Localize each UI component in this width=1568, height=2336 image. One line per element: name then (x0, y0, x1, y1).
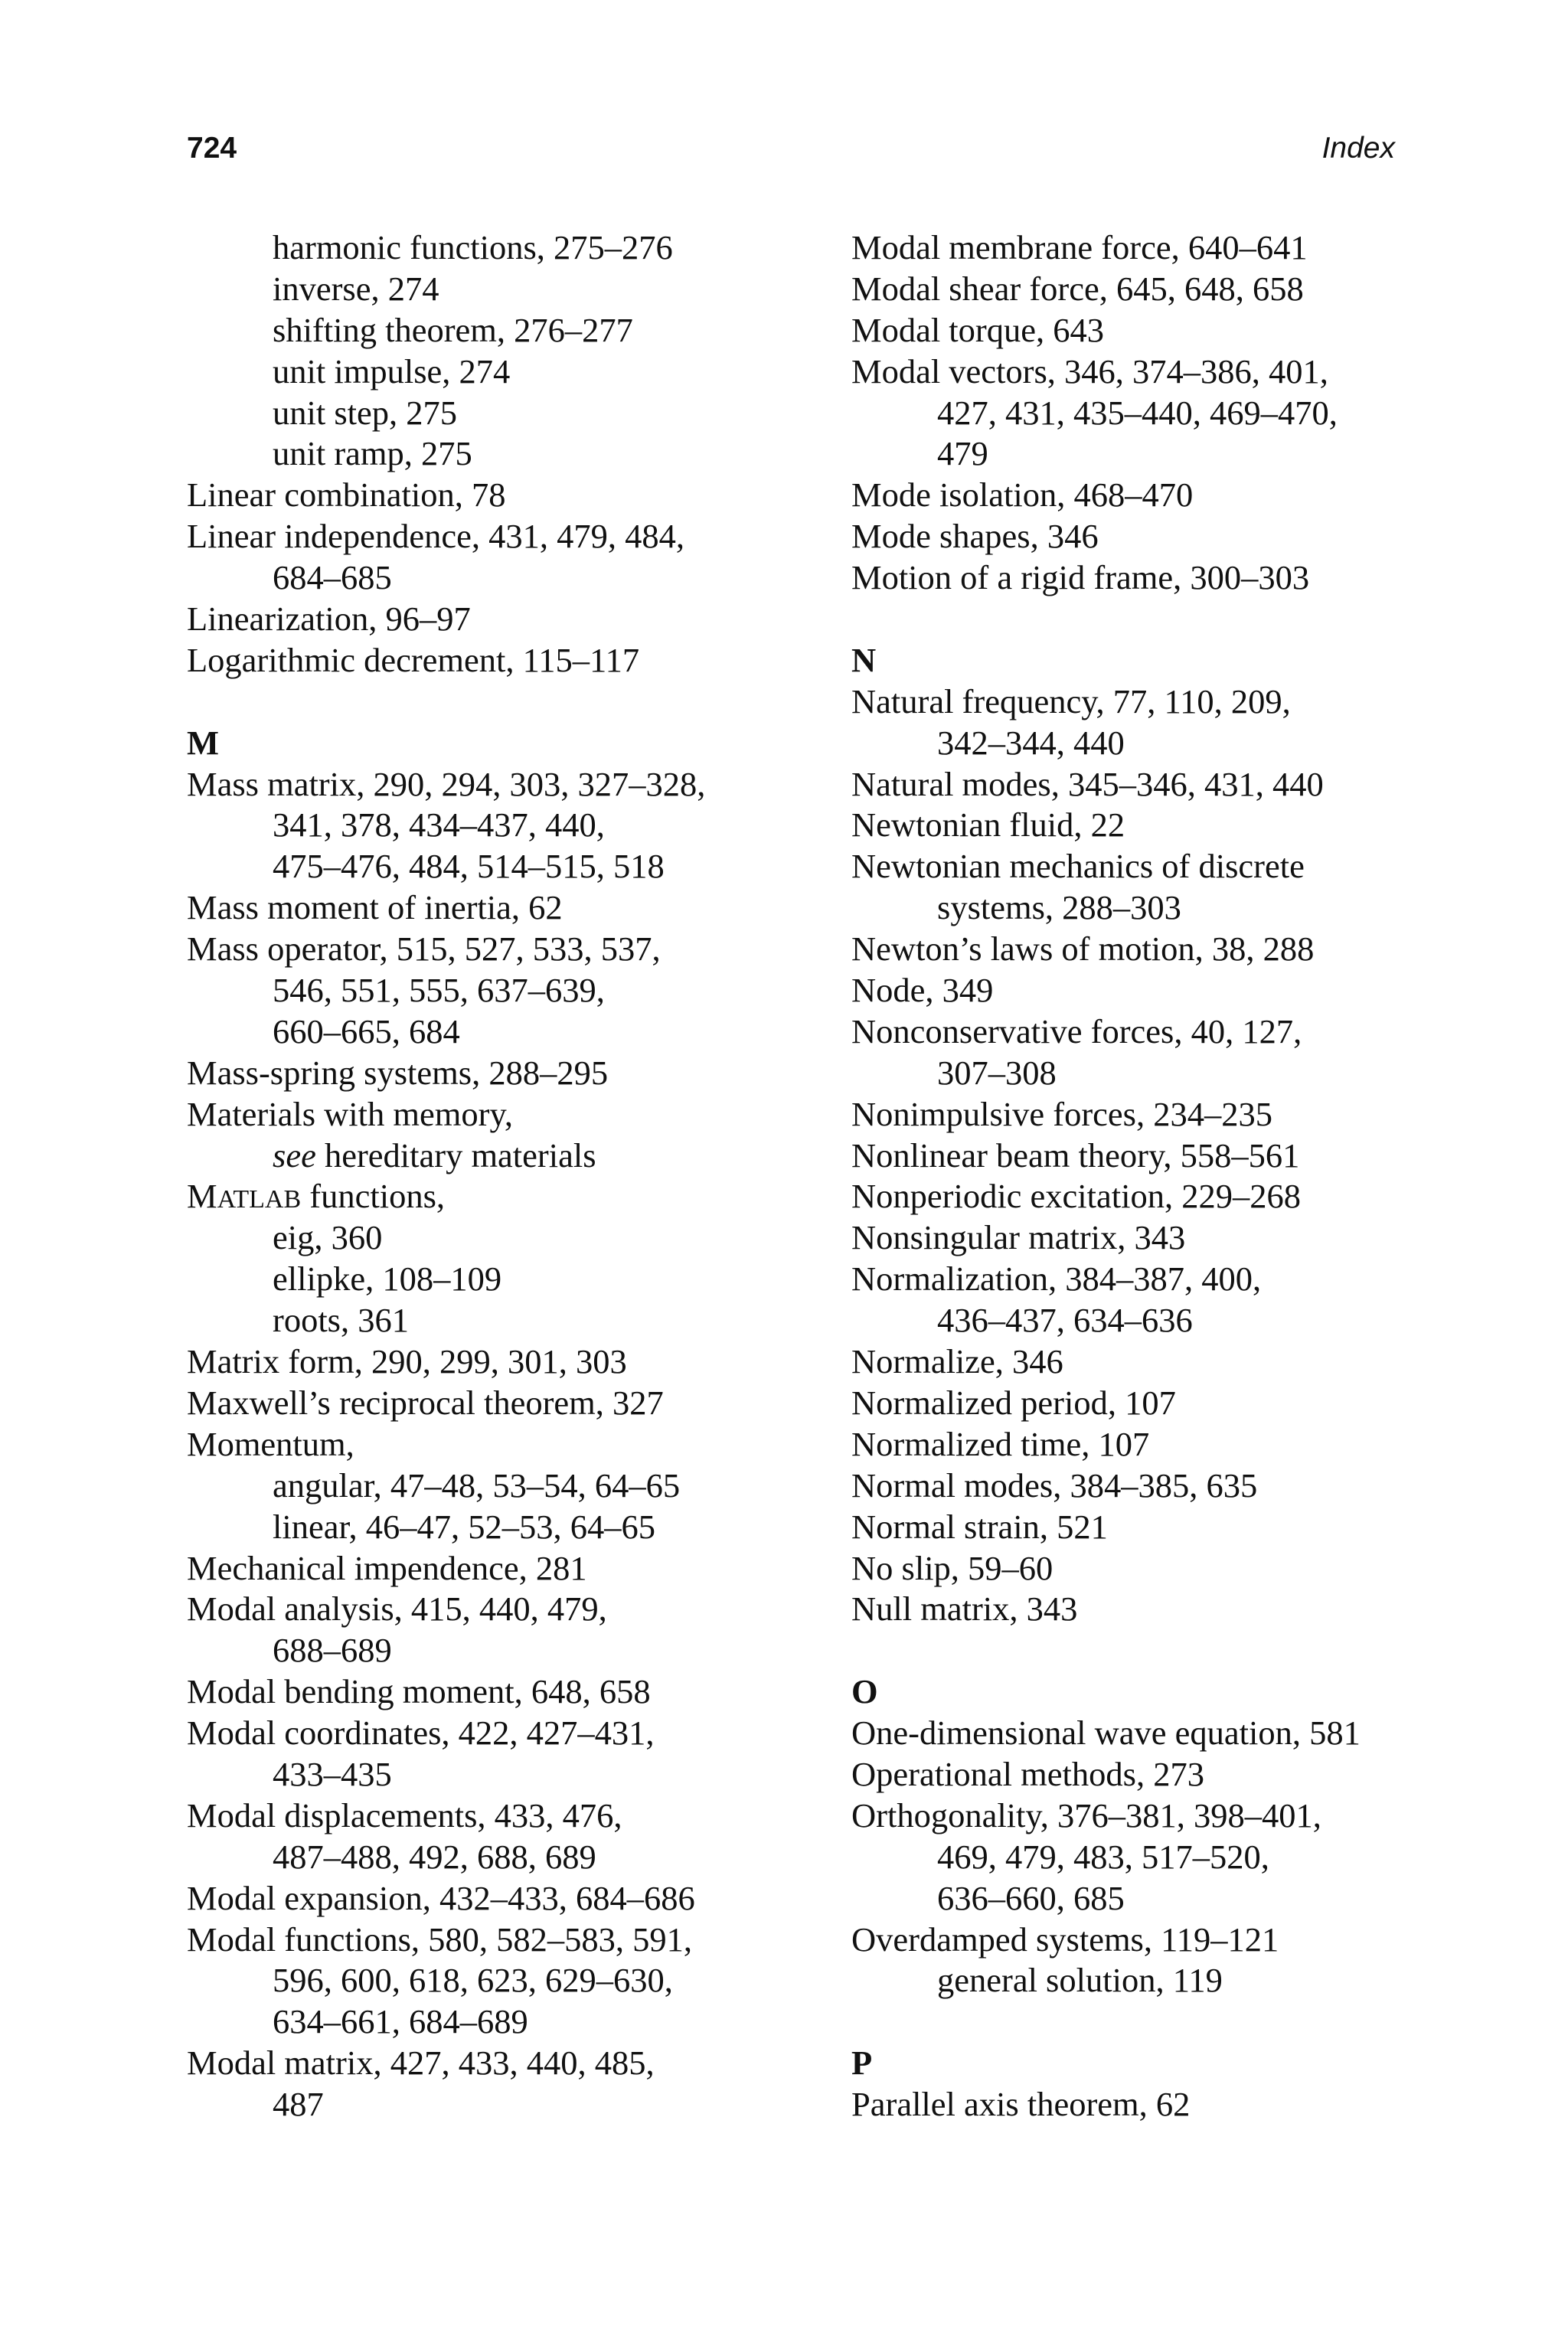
index-entry (187, 1176, 861, 1217)
index-entry: Operational methods, 273 (851, 1754, 1204, 1793)
index-entry: Nonsingular matrix, 343 (851, 1218, 1186, 1257)
index-entry: Momentum, (187, 1424, 354, 1463)
index-letter-heading: N (851, 640, 877, 679)
index-subentry: unit ramp, 275 (273, 434, 472, 473)
index-entry: Normalization, 384–387, 400, (851, 1259, 1262, 1299)
index-entry: Modal vectors, 346, 374–386, 401, (851, 351, 1328, 390)
index-entry: Newtonian mechanics of discrete (851, 847, 1305, 886)
index-entry: Natural modes, 345–346, 431, 440 (851, 764, 1324, 803)
index-subentry: general solution, 119 (937, 1961, 1223, 2000)
index-entry: Linear combination, 78 (187, 475, 506, 515)
letter-group-spacer (187, 681, 861, 723)
index-entry: Materials with memory, (187, 1094, 513, 1133)
index-column-right (851, 227, 1525, 2125)
matlab-smallcaps: ATLAB (217, 1185, 302, 1214)
index-subentry: unit impulse, 274 (273, 351, 511, 390)
index-entry-continuation: 596, 600, 618, 623, 629–630, (273, 1961, 673, 2000)
index-entry: Modal expansion, 432–433, 684–686 (187, 1878, 695, 1917)
index-entry: Mass moment of inertia, 62 (187, 888, 563, 927)
index-letter-heading: M (187, 723, 220, 762)
index-entry: Nonimpulsive forces, 234–235 (851, 1094, 1272, 1133)
index-entry: Logarithmic decrement, 115–117 (187, 640, 640, 679)
index-entry: Mode isolation, 468–470 (851, 475, 1194, 515)
index-entry-continuation: 634–661, 684–689 (273, 2002, 528, 2041)
index-entry-continuation: 307–308 (937, 1053, 1057, 1092)
index-subentry: ellipke, 108–109 (273, 1259, 502, 1299)
index-entry: Modal functions, 580, 582–583, 591, (187, 1919, 693, 1959)
index-entry-continuation: 660–665, 684 (273, 1011, 460, 1050)
index-subentry: linear, 46–47, 52–53, 64–65 (273, 1507, 656, 1546)
index-entry: One-dimensional wave equation, 581 (851, 1714, 1361, 1753)
index-entry: Modal membrane force, 640–641 (851, 228, 1308, 266)
cross-reference-target: hereditary materials (315, 1135, 596, 1175)
index-subentry: roots, 361 (273, 1301, 409, 1340)
index-entry-continuation: 684–685 (273, 558, 392, 597)
index-entry: Mass-spring systems, 288–295 (187, 1053, 609, 1092)
index-entry-continuation: 427, 431, 435–440, 469–470, (937, 393, 1338, 432)
section-title: Index (1321, 132, 1395, 165)
index-entry: Newton’s laws of motion, 38, 288 (851, 929, 1315, 969)
page-number: 724 (187, 132, 237, 165)
index-entry: Normal strain, 521 (851, 1507, 1108, 1546)
letter-group-spacer (851, 599, 1525, 640)
index-entry-continuation: 688–689 (273, 1631, 392, 1670)
index-entry-continuation: 475–476, 484, 514–515, 518 (273, 847, 665, 886)
index-entry: Node, 349 (851, 971, 994, 1010)
index-entry-continuation: 341, 378, 434–437, 440, (273, 805, 605, 845)
index-letter-heading: P (851, 2044, 873, 2083)
index-entry: Normalized period, 107 (851, 1383, 1176, 1422)
index-entry: Mechanical impendence, 281 (187, 1548, 587, 1587)
index-subentry: angular, 47–48, 53–54, 64–65 (273, 1465, 681, 1505)
index-entry: Modal bending moment, 648, 658 (187, 1672, 651, 1711)
index-entry-text: functions, (301, 1177, 446, 1216)
letter-group-spacer (851, 2001, 1525, 2043)
index-entry: Modal shear force, 645, 648, 658 (851, 269, 1304, 308)
index-entry-continuation: 469, 479, 483, 517–520, (937, 1837, 1269, 1876)
index-entry-continuation: 546, 551, 555, 637–639, (273, 971, 605, 1010)
index-subentry: unit step, 275 (273, 393, 458, 432)
index-entry: Modal analysis, 415, 440, 479, (187, 1589, 607, 1629)
matlab-initial: M (187, 1177, 217, 1216)
index-entry: Normalized time, 107 (851, 1424, 1150, 1463)
index-entry: Null matrix, 343 (851, 1589, 1078, 1629)
index-entry-continuation: 636–660, 685 (937, 1878, 1125, 1917)
index-subentry: eig, 360 (273, 1218, 383, 1257)
index-entry: Linearization, 96–97 (187, 600, 471, 639)
index-entry-continuation: 436–437, 634–636 (937, 1301, 1193, 1340)
index-entry: Overdamped systems, 119–121 (851, 1919, 1279, 1959)
index-entry-continuation: systems, 288–303 (937, 888, 1181, 927)
index-entry: Newtonian fluid, 22 (851, 805, 1125, 845)
index-entry: Modal matrix, 427, 433, 440, 485, (187, 2044, 655, 2083)
index-entry: Mass matrix, 290, 294, 303, 327–328, (187, 764, 706, 803)
index-letter-heading: O (851, 1672, 878, 1711)
index-entry: Linear independence, 431, 479, 484, (187, 517, 684, 556)
running-head (187, 132, 1395, 175)
index-entry: Normal modes, 384–385, 635 (851, 1465, 1258, 1505)
index-entry-continuation: 487–488, 492, 688, 689 (273, 1837, 596, 1876)
index-entry: Maxwell’s reciprocal theorem, 327 (187, 1383, 664, 1422)
see-label: see (273, 1135, 316, 1175)
index-entry: Modal torque, 643 (851, 310, 1104, 349)
index-entry: Modal displacements, 433, 476, (187, 1795, 622, 1834)
index-entry-continuation: 479 (937, 434, 988, 473)
index-entry: Normalize, 346 (851, 1342, 1063, 1381)
index-entry: Motion of a rigid frame, 300–303 (851, 558, 1310, 597)
index-entry: No slip, 59–60 (851, 1548, 1054, 1587)
index-entry: Nonperiodic excitation, 229–268 (851, 1177, 1302, 1216)
letter-group-spacer (851, 1630, 1525, 1671)
index-subentry: inverse, 274 (273, 269, 439, 308)
index-subentry: shifting theorem, 276–277 (273, 310, 633, 349)
index-cross-reference (187, 1135, 861, 1177)
index-entry-continuation: 487 (273, 2085, 324, 2124)
index-entry: Orthogonality, 376–381, 398–401, (851, 1795, 1321, 1834)
index-entry: Mass operator, 515, 527, 533, 537, (187, 929, 661, 969)
index-subentry: harmonic functions, 275–276 (273, 228, 673, 266)
index-entry: Matrix form, 290, 299, 301, 303 (187, 1342, 627, 1381)
index-entry-continuation: 342–344, 440 (937, 723, 1125, 762)
index-entry-continuation: 433–435 (273, 1754, 392, 1793)
index-entry: Nonlinear beam theory, 558–561 (851, 1135, 1300, 1175)
index-entry: Parallel axis theorem, 62 (851, 2085, 1191, 2124)
index-entry: Mode shapes, 346 (851, 517, 1099, 556)
index-entry: Nonconservative forces, 40, 127, (851, 1011, 1302, 1050)
index-entry: Modal coordinates, 422, 427–431, (187, 1714, 655, 1753)
index-entry: Natural frequency, 77, 110, 209, (851, 681, 1291, 720)
index-column-left (187, 227, 861, 2125)
